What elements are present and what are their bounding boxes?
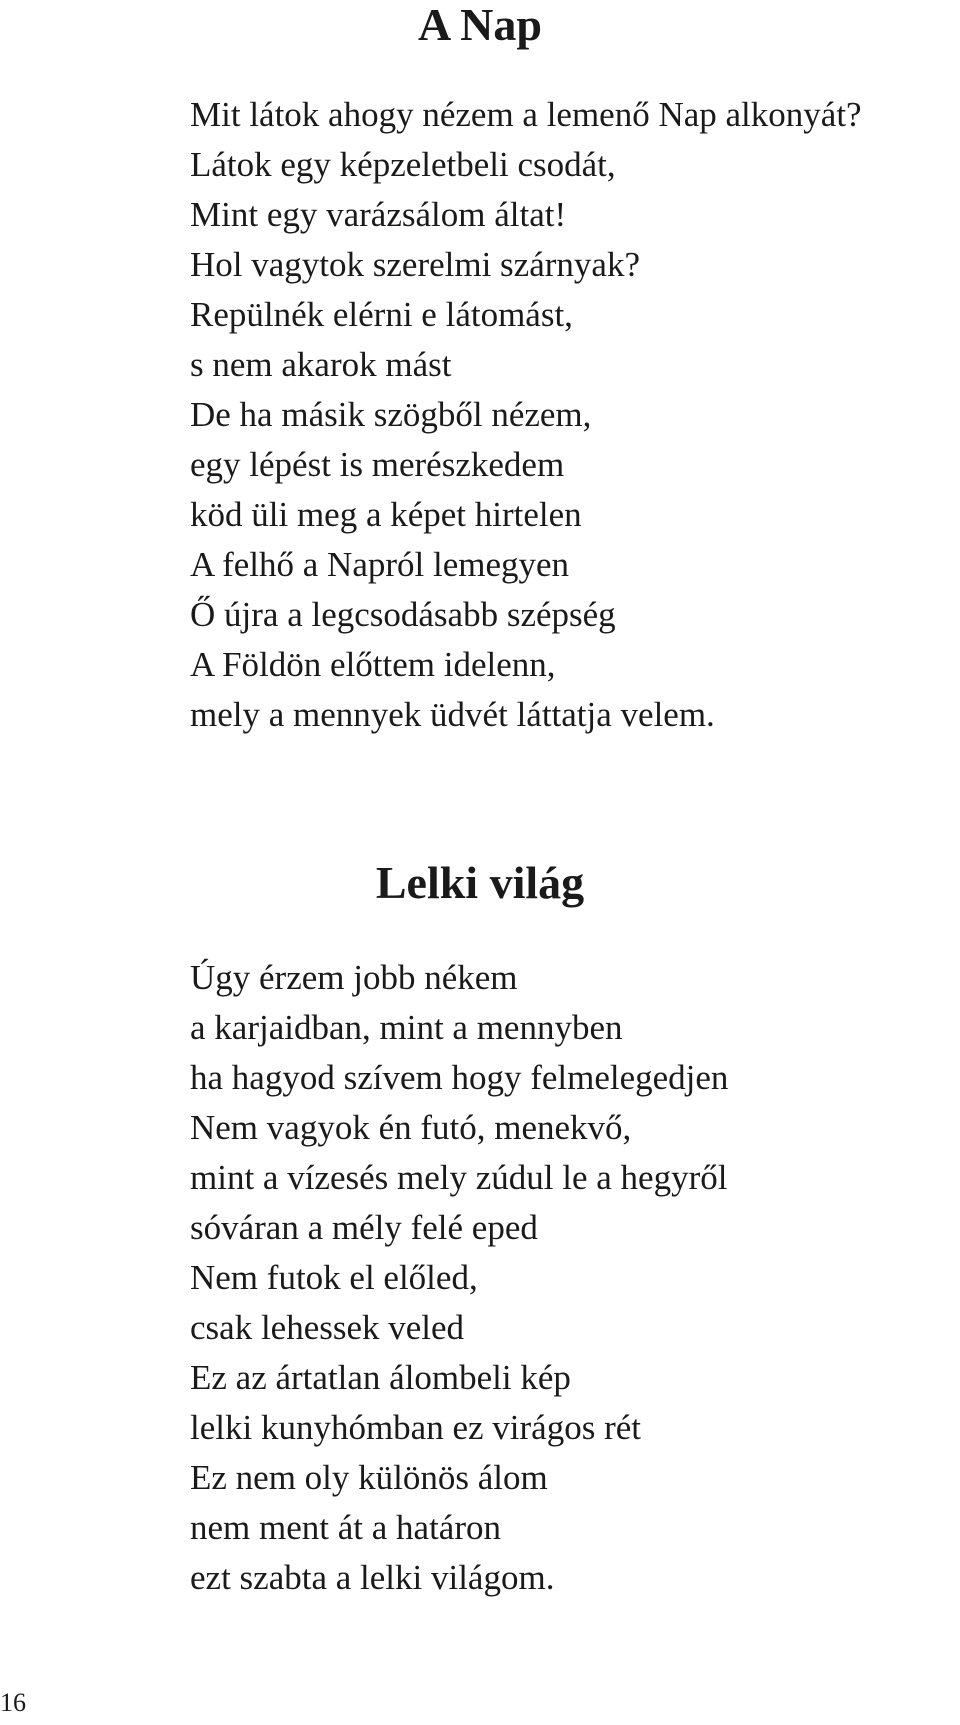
poem-line: A felhő a Napról lemegyen [190, 545, 570, 584]
poem-line: Ez nem oly különös álom [190, 1458, 548, 1497]
poem-line: sóváran a mély felé eped [190, 1208, 538, 1247]
poem-line: a karjaidban, mint a mennyben [190, 1008, 623, 1047]
poem-line: A Földön előttem idelenn, [190, 645, 556, 684]
poem-line: csak lehessek veled [190, 1308, 465, 1347]
poem-line: Hol vagytok szerelmi szárnyak? [190, 245, 640, 284]
poem-line: ha hagyod szívem hogy felmelegedjen [190, 1058, 729, 1097]
poem-line: egy lépést is merészkedem [190, 445, 565, 484]
poem-line: Mint egy varázsálom áltat! [190, 195, 567, 234]
poem-a-nap-body [190, 90, 862, 740]
poem-line: Ez az ártatlan álombeli kép [190, 1358, 571, 1397]
poem-line: Repülnék elérni e látomást, [190, 295, 573, 334]
poem-title-lelki-vilag: Lelki világ [375, 857, 585, 908]
poem-line: Látok egy képzeletbeli csodát, [190, 145, 616, 184]
poem-line: ezt szabta a lelki világom. [190, 1558, 555, 1597]
poem-line: Mit látok ahogy nézem a lemenő Nap alkonyát? [190, 95, 862, 134]
poem-title-a-nap: A Nap [418, 0, 542, 50]
poem-line: De ha másik szögből nézem, [190, 395, 592, 434]
poem-line: mely a mennyek üdvét láttatja velem. [190, 695, 715, 734]
page-number: 16 [0, 1688, 26, 1717]
poem-line: köd üli meg a képet hirtelen [190, 495, 582, 534]
poem-line: nem ment át a határon [190, 1508, 501, 1547]
poem-line: mint a vízesés mely zúdul le a hegyről [190, 1158, 728, 1197]
poem-lelki-vilag-body [190, 953, 728, 1603]
poem-line: lelki kunyhómban ez virágos rét [190, 1408, 641, 1447]
poem-line: Ő újra a legcsodásabb szépség [190, 595, 616, 634]
poem-line: Úgy érzem jobb nékem [190, 958, 518, 997]
poem-line: Nem vagyok én futó, menekvő, [190, 1108, 632, 1147]
poem-line: Nem futok el előled, [190, 1258, 478, 1297]
poem-line: s nem akarok mást [190, 345, 452, 384]
